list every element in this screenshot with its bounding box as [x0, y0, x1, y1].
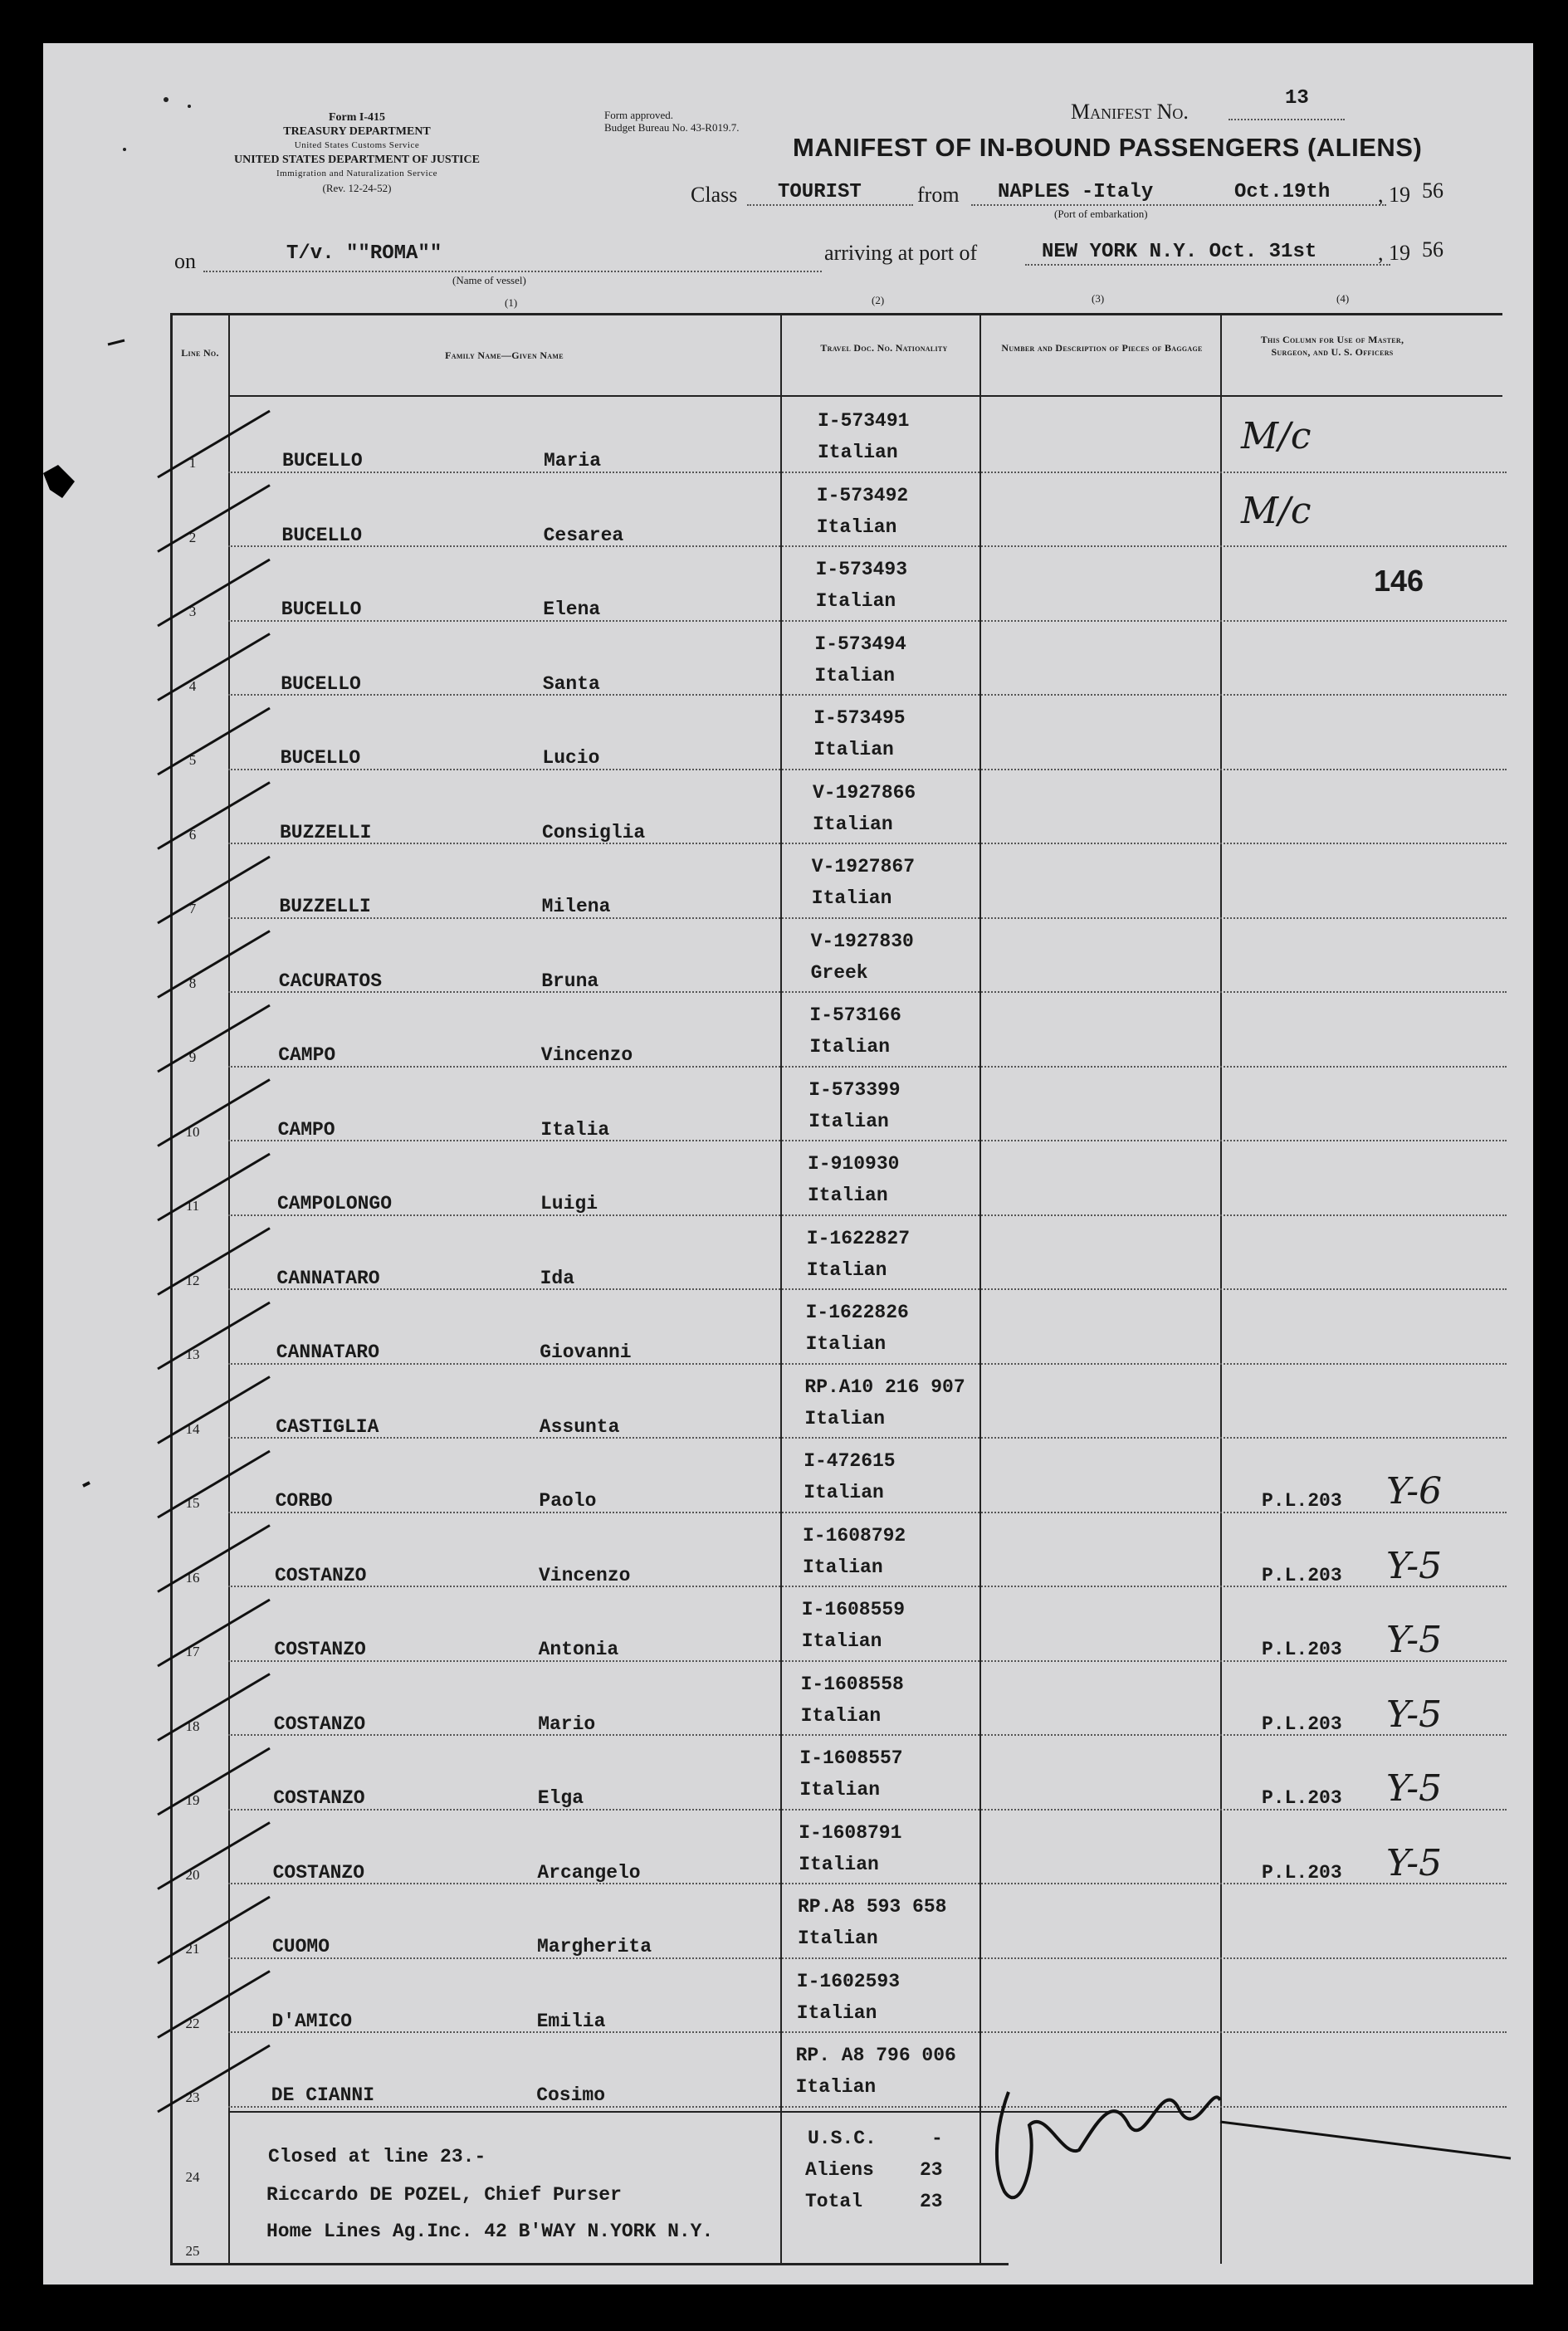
family-name: BUCELLO: [282, 450, 363, 472]
check-tick: [158, 1377, 270, 1444]
travel-doc-number: I-573495: [813, 707, 906, 729]
given-name: Mario: [538, 1713, 596, 1735]
cancel-stroke: [1220, 2122, 1511, 2158]
check-tick: [158, 634, 270, 701]
given-name: Elena: [543, 599, 601, 620]
family-name: BUZZELLI: [279, 896, 371, 917]
arriving-year-prefix: , 19: [1378, 241, 1410, 265]
nationality: Italian: [815, 590, 896, 612]
line-number: 8: [188, 975, 197, 991]
line-number: 4: [188, 677, 197, 694]
travel-doc-number: I-1622827: [806, 1227, 911, 1249]
col-4-number: (4): [1336, 292, 1350, 305]
officer-handwritten-mark: Y-5: [1386, 1693, 1443, 1736]
from-port: NAPLES -Italy: [998, 181, 1154, 203]
family-name: CACURATOS: [278, 970, 383, 992]
usc-label: U.S.C.: [808, 2128, 877, 2149]
officer-note: P.L.203: [1262, 1787, 1342, 1809]
line-number: 18: [185, 1718, 200, 1734]
total-label: Total: [805, 2191, 863, 2212]
nationality: Italian: [813, 739, 894, 760]
nationality: Italian: [813, 813, 893, 835]
line-number: 1: [188, 455, 197, 471]
given-name: Luigi: [540, 1193, 598, 1214]
line-number: 3: [188, 604, 197, 619]
family-name: DE CIANNI: [271, 2084, 375, 2106]
check-tick: [158, 783, 270, 849]
nationality: Italian: [814, 664, 896, 687]
travel-doc-number: V-1927830: [810, 930, 914, 952]
travel-doc-number: V-1927866: [813, 781, 916, 804]
given-name: Santa: [542, 672, 600, 695]
officer-note: P.L.203: [1262, 1713, 1342, 1735]
nationality: Italian: [804, 1482, 884, 1503]
given-name: Elga: [537, 1787, 584, 1809]
given-name: Vincenzo: [539, 1564, 631, 1586]
line-number: 14: [185, 1420, 200, 1437]
officer-handwritten-mark: Y-5: [1386, 1841, 1443, 1884]
col-2-number: (2): [872, 294, 885, 306]
check-tick: [158, 1080, 270, 1146]
officer-handwritten-mark: Y-5: [1386, 1619, 1443, 1661]
page-title: MANIFEST OF IN-BOUND PASSENGERS (ALIENS): [793, 133, 1423, 162]
given-name: Margherita: [537, 1936, 652, 1957]
travel-doc-number: RP. A8 796 006: [795, 2045, 956, 2066]
header-officers-use: This Column for Use of Master, Surgeon, and U. S. Officers: [1260, 334, 1404, 358]
line-number: 13: [185, 1346, 200, 1362]
nationality: Italian: [811, 887, 892, 909]
customs-service: United States Customs Service: [294, 140, 420, 150]
officer-handwritten-mark: Y-5: [1386, 1767, 1443, 1810]
family-name: CANNATARO: [276, 1341, 380, 1363]
speck: [123, 148, 126, 151]
travel-doc-number: RP.A8 593 658: [798, 1896, 947, 1918]
check-tick: [158, 1897, 270, 1963]
check-tick: [158, 1748, 270, 1815]
travel-doc-number: I-472615: [804, 1450, 896, 1472]
check-tick: [158, 708, 270, 775]
justice-dept: UNITED STATES DEPARTMENT OF JUSTICE: [234, 154, 480, 166]
check-tick: [158, 1526, 270, 1592]
officer-handwritten-mark: Y-6: [1386, 1470, 1443, 1512]
check-tick: [158, 857, 270, 923]
check-tick-marks: [158, 411, 270, 2112]
check-tick: [158, 560, 270, 626]
manifest-no-label: Manifest No.: [1071, 100, 1189, 124]
line-number: 23: [185, 2089, 200, 2105]
port-of-embarkation-note: (Port of embarkation): [1054, 208, 1148, 220]
margin-mark: [108, 340, 125, 345]
check-tick: [158, 486, 270, 552]
family-name: BUCELLO: [281, 599, 362, 620]
line-number: 11: [185, 1198, 200, 1214]
line-number: 21: [185, 1941, 200, 1957]
line-number: 9: [188, 1049, 197, 1065]
nationality: Italian: [805, 1333, 887, 1355]
travel-doc-number: I-910930: [808, 1153, 900, 1175]
check-tick: [158, 1972, 270, 2038]
line-number: 5: [188, 752, 197, 768]
speck: [164, 97, 169, 102]
travel-doc-number: I-573492: [816, 484, 909, 506]
ins-service: Immigration and Naturalization Service: [276, 169, 438, 178]
check-tick: [158, 1154, 270, 1220]
arriving-label: arriving at port of: [824, 241, 978, 265]
header-line-no: Line No.: [181, 347, 219, 359]
speck: [188, 105, 191, 108]
given-name: Vincenzo: [540, 1044, 633, 1066]
family-name: CAMPO: [277, 1118, 335, 1141]
family-name: COSTANZO: [273, 1787, 365, 1809]
given-name: Cesarea: [543, 524, 624, 546]
family-name: COSTANZO: [273, 1713, 366, 1735]
family-name: CAMPOLONGO: [277, 1193, 393, 1214]
given-name: Giovanni: [540, 1341, 632, 1363]
officer-signature-scribble: [997, 2092, 1220, 2197]
check-tick: [158, 2045, 270, 2112]
officer-handwritten-mark: M/c: [1241, 415, 1312, 457]
travel-doc-number: I-1608791: [799, 1821, 902, 1844]
col-1-number: (1): [505, 296, 518, 309]
nationality: Italian: [808, 1185, 888, 1206]
given-name: Lucio: [542, 747, 600, 769]
from-date: Oct.19th: [1234, 181, 1331, 203]
travel-doc-number: I-573399: [808, 1078, 901, 1101]
class-value: TOURIST: [778, 181, 862, 203]
aliens-label: Aliens: [805, 2159, 874, 2181]
family-name: CUOMO: [272, 1936, 330, 1957]
class-label: Class: [691, 183, 738, 207]
given-name: Assunta: [539, 1415, 620, 1438]
travel-doc-number: V-1927867: [811, 856, 916, 877]
nationality: Italian: [795, 2076, 877, 2098]
line-number: 15: [185, 1495, 200, 1511]
check-tick: [158, 1823, 270, 1889]
form-approved: Form approved.: [604, 109, 674, 121]
travel-doc-number: I-573493: [815, 559, 908, 580]
usc-value: -: [931, 2128, 943, 2149]
family-name: COSTANZO: [275, 1564, 367, 1586]
check-tick: [158, 411, 270, 477]
travel-doc-number: I-573494: [814, 633, 906, 655]
treasury-dept: TREASURY DEPARTMENT: [283, 125, 431, 138]
form-number: Form I-415: [328, 111, 386, 124]
travel-doc-number: I-573491: [818, 410, 910, 432]
nationality: Italian: [800, 1704, 882, 1727]
travel-doc-number: I-1608557: [799, 1747, 903, 1769]
family-name: BUCELLO: [281, 524, 363, 546]
from-label: from: [917, 183, 960, 207]
nationality: Italian: [806, 1258, 887, 1281]
torn-edge: [43, 465, 75, 498]
line-number-25: 25: [185, 2243, 200, 2259]
nationality: Italian: [799, 1853, 879, 1875]
family-name: CAMPO: [278, 1044, 336, 1066]
line-number: 20: [185, 1866, 200, 1883]
line-number: 6: [188, 826, 197, 843]
family-name: BUCELLO: [280, 747, 361, 769]
travel-doc-number: I-1602593: [796, 1970, 901, 1992]
manifest-no-value: 13: [1285, 87, 1309, 110]
header-travel-doc: Travel Doc. No. Nationality: [820, 342, 948, 354]
vessel-name-note: (Name of vessel): [452, 274, 526, 286]
nationality: Italian: [809, 1036, 891, 1058]
nationality: Italian: [808, 1110, 889, 1132]
aliens-value: 23: [920, 2159, 943, 2181]
line-number: 16: [185, 1569, 200, 1586]
given-name: Ida: [540, 1267, 575, 1289]
from-year: 56: [1422, 178, 1443, 203]
agency-address: Home Lines Ag.Inc. 42 B'WAY N.YORK N.Y.: [266, 2221, 714, 2242]
given-name: Milena: [541, 896, 611, 917]
nationality: Italian: [804, 1407, 886, 1429]
vessel-name: T/v. ""ROMA"": [286, 242, 442, 265]
officer-handwritten-mark: M/c: [1241, 489, 1312, 532]
given-name: Cosimo: [536, 2084, 606, 2106]
travel-doc-number: I-1608559: [801, 1599, 906, 1620]
family-name: BUCELLO: [281, 672, 361, 695]
given-name: Paolo: [539, 1490, 597, 1512]
line-number-24: 24: [185, 2169, 200, 2185]
revision: (Rev. 12-24-52): [322, 182, 392, 194]
family-name: COSTANZO: [272, 1861, 365, 1884]
budget-bureau: Budget Bureau No. 43-R019.7.: [604, 121, 740, 134]
line-number: 19: [185, 1792, 200, 1808]
given-name: Emilia: [536, 2010, 606, 2032]
col-3-number: (3): [1092, 292, 1105, 305]
travel-doc-number: I-1608792: [803, 1524, 906, 1547]
given-name: Antonia: [538, 1639, 619, 1660]
check-tick: [158, 1451, 270, 1517]
check-tick: [158, 1302, 270, 1369]
check-tick: [158, 1005, 270, 1072]
family-name: COSTANZO: [274, 1639, 366, 1660]
nationality: Italian: [803, 1556, 883, 1578]
given-name: Arcangelo: [537, 1861, 641, 1884]
line-number: 22: [185, 2015, 200, 2031]
line-number: 17: [185, 1644, 200, 1659]
check-tick: [158, 1600, 270, 1666]
travel-doc-number: I-1622826: [805, 1302, 909, 1323]
given-name: Maria: [544, 450, 602, 472]
nationality: Italian: [796, 2001, 877, 2024]
from-year-prefix: , 19: [1378, 183, 1410, 207]
nationality: Italian: [816, 516, 897, 538]
given-name: Bruna: [541, 970, 599, 992]
closed-note: Closed at line 23.-: [268, 2146, 486, 2167]
arriving-year: 56: [1422, 237, 1443, 261]
arriving-port: NEW YORK N.Y. Oct. 31st: [1042, 241, 1317, 263]
family-name: BUZZELLI: [280, 821, 372, 843]
on-label: on: [174, 249, 196, 273]
officer-note: P.L.203: [1262, 1564, 1342, 1586]
travel-doc-number: I-573166: [809, 1004, 901, 1026]
given-name: Italia: [540, 1118, 610, 1141]
given-name: Consiglia: [542, 821, 646, 843]
check-tick: [158, 931, 270, 998]
officer-note: P.L.203: [1262, 1639, 1342, 1660]
officer-handwritten-mark: Y-5: [1386, 1544, 1443, 1587]
margin-mark: [83, 1483, 90, 1486]
check-tick: [158, 1674, 270, 1741]
family-name: CORBO: [275, 1490, 333, 1512]
travel-doc-number: RP.A10 216 907: [804, 1376, 965, 1398]
purser-signature-line: Riccardo DE POZEL, Chief Purser: [266, 2184, 622, 2206]
line-number: 12: [185, 1272, 200, 1288]
nationality: Italian: [801, 1630, 882, 1652]
travel-doc-number: I-1608558: [800, 1673, 904, 1695]
officer-note: P.L.203: [1262, 1861, 1342, 1884]
family-name: D'AMICO: [271, 2010, 353, 2032]
line-number: 10: [185, 1123, 200, 1140]
nationality: Italian: [798, 1928, 878, 1949]
family-name: CASTIGLIA: [276, 1415, 379, 1438]
officer-note: P.L.203: [1262, 1490, 1342, 1512]
officer-handwritten-mark: 146: [1374, 564, 1424, 598]
nationality: Greek: [810, 961, 868, 984]
header-family-given-name: Family Name—Given Name: [445, 349, 564, 361]
header-baggage: Number and Description of Pieces of Baggage: [1001, 342, 1203, 354]
total-value: 23: [920, 2191, 943, 2212]
family-name: CANNATARO: [276, 1267, 380, 1289]
nationality: Italian: [818, 442, 898, 463]
line-number: 2: [188, 529, 197, 545]
line-number: 7: [188, 901, 197, 916]
check-tick: [158, 1229, 270, 1295]
nationality: Italian: [799, 1779, 881, 1801]
